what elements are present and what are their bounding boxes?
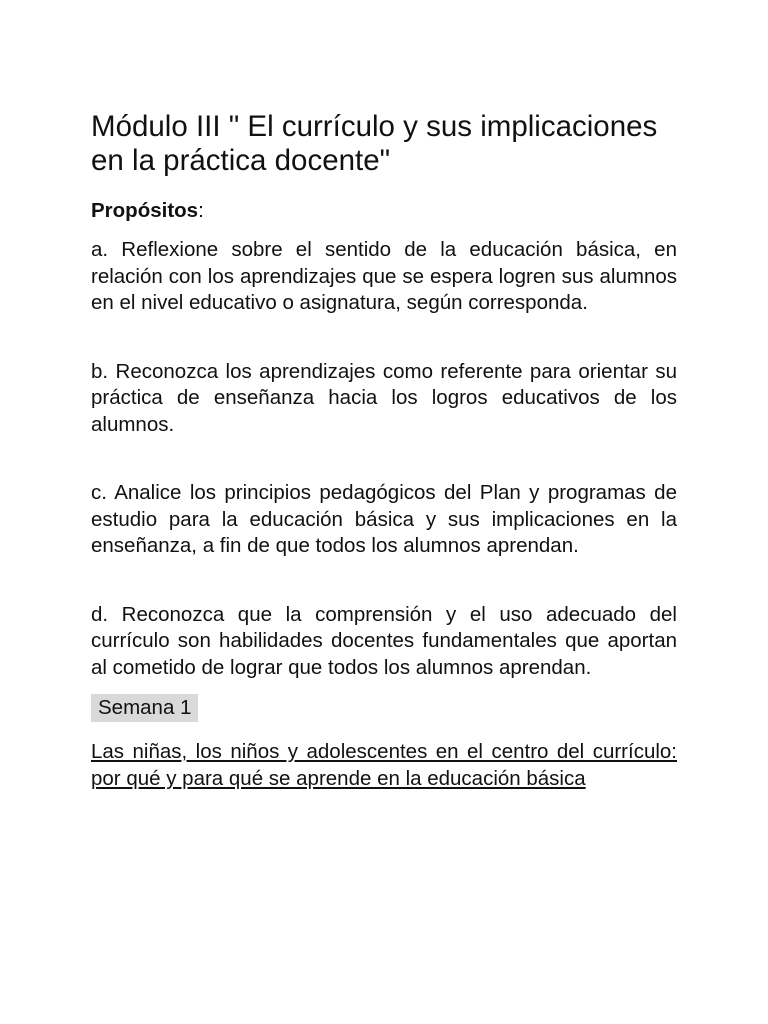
purpose-b: b. Reconozca los aprendizajes como referente para orientar su práctica de enseñanza hacia los logros educativos de los alumnos. <box>91 359 677 436</box>
purpose-d: d. Reconozca que la comprensión y el uso adecuado del currículo son habilidades docentes fundamentales que aportan al cometido de lograr que todos los alumnos aprendan. <box>91 602 677 679</box>
module-title: Módulo III " El currículo y sus implicaciones en la práctica docente" <box>91 110 658 177</box>
week-label-row <box>91 694 677 724</box>
purpose-a: a. Reflexione sobre el sentido de la educación básica, en relación con los aprendizajes que se espera logren sus alumnos en el nivel educativo o asignatura, según corresponda. <box>91 238 677 314</box>
week-label: Semana 1 <box>91 694 198 722</box>
purposes-colon: : <box>198 199 204 222</box>
week-topic: Las niñas, los niños y adolescentes en el centro del currículo: por qué y para qué se aprende en la educación básica <box>91 740 677 790</box>
purpose-c: c. Analice los principios pedagógicos del Plan y programas de estudio para la educación básica y sus implicaciones en la enseñanza, a fin de que todos los alumnos aprendan. <box>91 481 677 557</box>
purposes-label: Propósitos <box>91 199 199 222</box>
purposes-heading <box>91 198 677 224</box>
